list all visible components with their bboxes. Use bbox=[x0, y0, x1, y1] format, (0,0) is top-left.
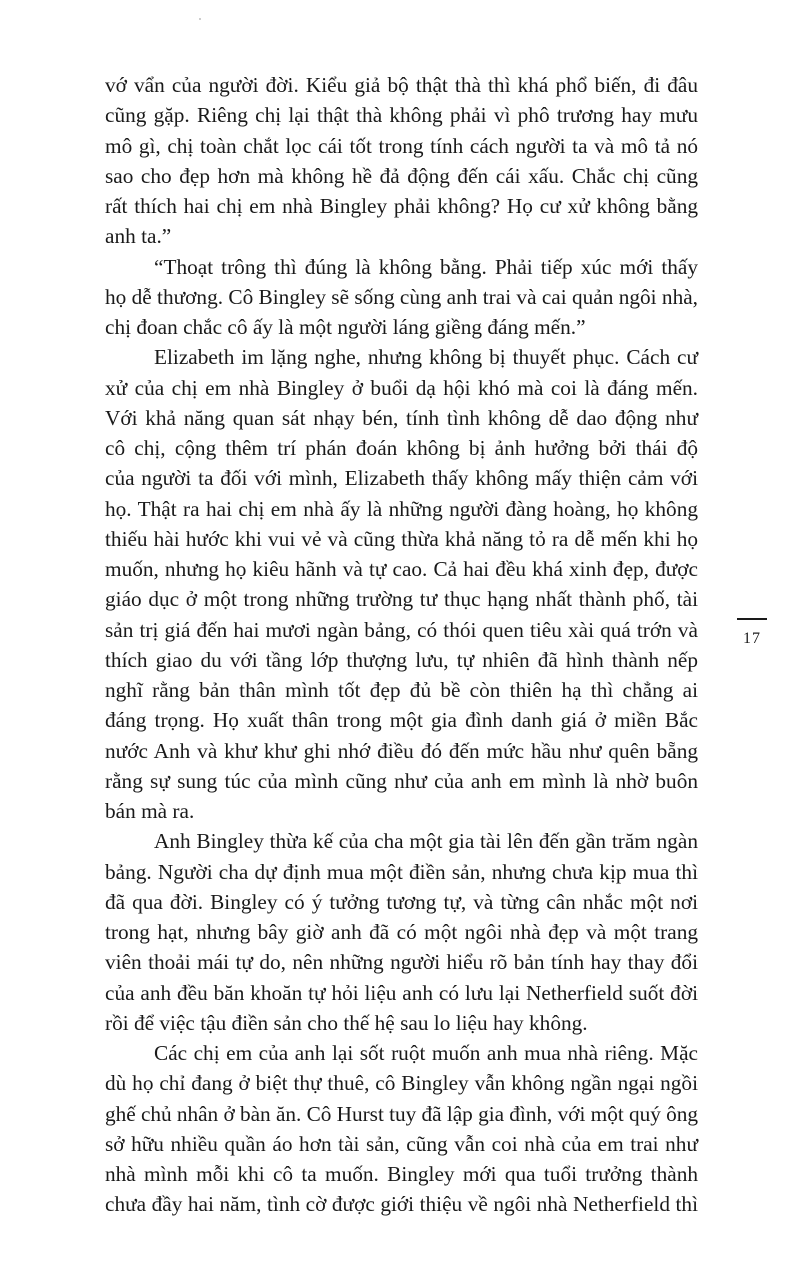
text-line: nước Anh và khư khư ghi nhớ điều đó đến mức hầu như quên bẵng bbox=[105, 738, 698, 763]
page-speck bbox=[199, 18, 201, 20]
text-line: Anh Bingley thừa kế của cha một gia tài lên đến gần trăm ngàn bbox=[154, 829, 698, 854]
text-line: chị đoan chắc cô ấy là một người láng giềng đáng mến.” bbox=[105, 315, 586, 339]
text-line: rất thích hai chị em nhà Bingley phải không? Họ cư xử không bằng bbox=[105, 194, 698, 218]
text-line: của người ta đối với mình, Elizabeth thấy không mấy thiện cảm với bbox=[105, 466, 698, 491]
text-line: xử của chị em nhà Bingley ở buổi dạ hội khó mà coi là đáng mến. bbox=[105, 375, 698, 400]
text-line: bảng. Người cha dự định mua một điền sản, nhưng chưa kịp mua thì bbox=[105, 859, 698, 884]
text-line: dù họ chỉ đang ở biệt thự thuê, cô Bingley vẫn không ngần ngại ngồi bbox=[105, 1071, 698, 1096]
text-line: viên thoải mái tự do, nên những người hiểu rõ bản tính hay thay đổi bbox=[105, 950, 698, 975]
text-line: “Thoạt trông thì đúng là không bằng. Phải tiếp xúc mới thấy bbox=[154, 254, 698, 279]
page-folio bbox=[736, 618, 768, 648]
text-line: mô gì, chị toàn chắt lọc cái tốt trong tính cách người ta và mô tả nó bbox=[105, 133, 698, 158]
text-line: vớ vẩn của người đời. Kiểu giả bộ thật thà thì khá phổ biến, đi đâu bbox=[105, 73, 698, 97]
text-line: nghĩ rằng bản thân mình tốt đẹp đủ bề còn thiên hạ thì chẳng ai bbox=[105, 678, 698, 702]
text-line: Các chị em của anh lại sốt ruột muốn anh mua nhà riêng. Mặc bbox=[154, 1041, 698, 1065]
text-line: thích giao du với tầng lớp thượng lưu, tự nhiên đã hình thành nếp bbox=[105, 647, 698, 672]
text-line: sản trị giá đến hai mươi ngàn bảng, có thói quen tiêu xài quá trớn và bbox=[105, 617, 698, 642]
text-line: họ. Thật ra hai chị em nhà ấy là những người đàng hoàng, họ không bbox=[105, 496, 698, 521]
text-line: của anh đều băn khoăn tự hỏi liệu anh có lưu lại Netherfield suốt đời bbox=[105, 980, 698, 1005]
text-line: ghế chủ nhân ở bàn ăn. Cô Hurst tuy đã lập gia đình, với một quý ông bbox=[105, 1101, 698, 1126]
text-line: cũng gặp. Riêng chị lại thật thà không phải vì phô trương hay mưu bbox=[105, 103, 698, 128]
text-line: anh ta.” bbox=[105, 224, 172, 249]
text-line: thiếu hài hước khi vui vẻ và cũng thừa khả năng tỏ ra dễ mến khi họ bbox=[105, 526, 698, 551]
body-text bbox=[105, 70, 698, 1220]
text-line: rằng sự sung túc của mình cũng như của anh em mình là nhờ buôn bbox=[105, 768, 698, 793]
text-line: đáng trọng. Họ xuất thân trong một gia đình danh giá ở miền Bắc bbox=[105, 708, 698, 733]
text-line: sở hữu nhiều quần áo hơn tài sản, cũng vẫn coi nhà của em trai như bbox=[105, 1131, 698, 1156]
text-line: đã qua đời. Bingley có ý tưởng tương tự, và từng cân nhắc một nơi bbox=[105, 889, 698, 914]
text-line: rồi để việc tậu điền sản cho thế hệ sau lo liệu hay không. bbox=[105, 1010, 588, 1035]
text-line: chưa đầy hai năm, tình cờ được giới thiệu về ngôi nhà Netherfield thì bbox=[105, 1192, 698, 1217]
page-number: 17 bbox=[743, 630, 761, 647]
text-line: muốn, nhưng họ kiêu hãnh và tự cao. Cả hai đều khá xinh đẹp, được bbox=[105, 557, 698, 581]
text-line: nhà mình mỗi khi cô ta muốn. Bingley mới qua tuổi trưởng thành bbox=[105, 1162, 698, 1186]
text-line: trong hạt, nhưng bây giờ anh đã có một ngôi nhà đẹp và một trang bbox=[105, 920, 698, 944]
text-line: Elizabeth im lặng nghe, nhưng không bị thuyết phục. Cách cư bbox=[154, 345, 698, 370]
text-line: giáo dục ở một trong những trường tư thục hạng nhất thành phố, tài bbox=[105, 587, 698, 612]
text-line: cô chị, cộng thêm trí phán đoán không bị ảnh hưởng bởi thái độ bbox=[105, 436, 698, 460]
text-line: sao cho đẹp hơn mà không hề đả động đến cái xấu. Chắc chị cũng bbox=[105, 163, 698, 188]
folio-rule bbox=[737, 618, 767, 620]
text-line: bán mà ra. bbox=[105, 799, 195, 823]
text-line: họ dễ thương. Cô Bingley sẽ sống cùng anh trai và cai quản ngôi nhà, bbox=[105, 284, 698, 309]
text-line: Với khả năng quan sát nhạy bén, tính tình không dễ dao động như bbox=[105, 405, 698, 430]
